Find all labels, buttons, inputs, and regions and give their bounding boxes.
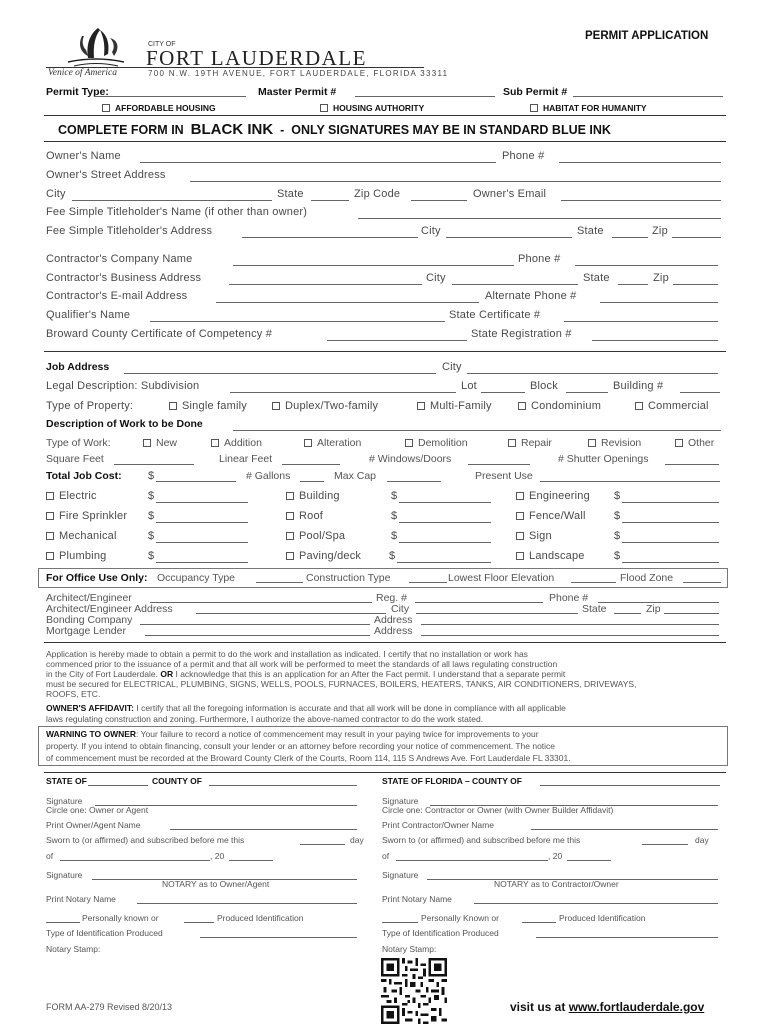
right-month-field[interactable]: [396, 860, 548, 861]
trade-dollar-sign: $: [614, 550, 621, 562]
right-of-label: of: [382, 851, 390, 861]
trade-mechanical-cost[interactable]: [156, 542, 248, 543]
contractor-email-field[interactable]: [216, 302, 479, 303]
right-state-county-label: STATE OF FLORIDA – COUNTY OF: [382, 776, 522, 786]
checkbox-icon: [286, 492, 294, 500]
left-circle-one: Circle one: Owner or Agent: [46, 805, 149, 815]
checkbox-icon: [304, 439, 312, 447]
website-link[interactable]: www.fortlauderdale.gov: [568, 1000, 705, 1014]
job-address-label: Job Address: [46, 361, 110, 373]
left-type-id-field[interactable]: [200, 937, 357, 938]
reg-number-label: Reg. #: [376, 592, 407, 604]
left-produced-id-label: Produced Identification: [217, 913, 304, 923]
lowest-floor-label: Lowest Floor Elevation: [448, 572, 555, 584]
visit-us-label: visit us at: [510, 1000, 566, 1014]
city-name: FORT LAUDERDALE: [146, 46, 367, 70]
trade-landscape-cost[interactable]: [622, 562, 719, 563]
total-cost-dollar: $: [148, 470, 155, 482]
checkbox-icon: [46, 492, 54, 500]
contractor-company-field[interactable]: [233, 265, 514, 266]
trade-dollar-sign: $: [614, 490, 621, 502]
trade-dollar-sign: $: [389, 550, 396, 562]
block-field[interactable]: [566, 392, 608, 393]
housing-authority-option[interactable]: HOUSING AUTHORITY: [320, 103, 424, 113]
trade-dollar-sign: $: [391, 510, 398, 522]
contractor-zip-label: Zip: [653, 272, 669, 284]
present-use-field[interactable]: [540, 481, 720, 482]
checkbox-icon: [516, 532, 524, 540]
checkbox-icon: [516, 552, 524, 560]
city-of-label: CITY OF: [148, 41, 176, 48]
work-new-option[interactable]: New: [143, 437, 177, 449]
shutter-openings-field[interactable]: [665, 464, 719, 465]
checkbox-icon: [675, 439, 683, 447]
tagline: Venice of America: [48, 68, 117, 78]
titleholder-zip-label: Zip: [652, 225, 668, 237]
work-revision-option[interactable]: Revision: [588, 437, 641, 449]
checkbox-icon: [518, 402, 526, 410]
checkbox-icon: [530, 104, 538, 112]
checkbox-icon: [143, 439, 151, 447]
checkbox-icon: [635, 402, 643, 410]
owner-name-label: Owner's Name: [46, 150, 121, 162]
alternate-phone-label: Alternate Phone #: [485, 290, 577, 302]
left-year-label: , 20: [210, 851, 225, 861]
work-alteration-option[interactable]: Alteration: [304, 437, 361, 449]
contractor-zip-field[interactable]: [673, 284, 718, 285]
warning-label: WARNING TO OWNER: [46, 729, 137, 739]
checkbox-icon: [508, 439, 516, 447]
checkbox-icon: [417, 402, 425, 410]
affordable-housing-option[interactable]: AFFORDABLE HOUSING: [102, 103, 216, 113]
contractor-email-label: Contractor's E-mail Address: [46, 290, 188, 302]
checkbox-icon: [588, 439, 596, 447]
lot-field[interactable]: [481, 392, 525, 393]
left-of-label: of: [46, 851, 54, 861]
checkbox-icon: [211, 439, 219, 447]
trade-dollar-sign: $: [614, 530, 621, 542]
work-description-label: Description of Work to be Done: [46, 418, 203, 430]
form-title: PERMIT APPLICATION: [585, 30, 709, 42]
left-county-field[interactable]: [209, 785, 357, 786]
checkbox-icon: [286, 552, 294, 560]
trade-dollar-sign: $: [614, 510, 621, 522]
checkbox-icon: [516, 492, 524, 500]
job-city-label: City: [442, 361, 462, 373]
construction-type-label: Construction Type: [306, 572, 391, 584]
right-notary-signature-label: Signature: [382, 870, 419, 880]
work-repair-option[interactable]: Repair: [508, 437, 552, 449]
titleholder-name-label: Fee Simple Titleholder's Name (if other than owner): [46, 206, 308, 218]
bonding-address-field[interactable]: [421, 624, 719, 625]
trade-plumbing-cost[interactable]: [156, 562, 248, 563]
lot-label: Lot: [461, 380, 477, 392]
checkbox-icon: [286, 512, 294, 520]
construction-type-field[interactable]: [409, 582, 447, 583]
checkbox-icon: [320, 104, 328, 112]
occupancy-type-field[interactable]: [256, 582, 303, 583]
checkbox-icon: [272, 402, 280, 410]
trade-pool-spa-option[interactable]: Pool/Spa: [286, 530, 345, 542]
trade-fence-wall-cost[interactable]: [622, 522, 719, 523]
website-footer: [510, 1000, 704, 1014]
work-other-option[interactable]: Other: [675, 437, 714, 449]
owner-email-label: Owner's Email: [473, 188, 547, 200]
right-county-field[interactable]: [540, 785, 720, 786]
sub-permit-label: Sub Permit #: [503, 86, 568, 98]
titleholder-city-field[interactable]: [446, 237, 572, 238]
mortgage-address-field[interactable]: [421, 635, 719, 636]
architect-phone-label: Phone #: [549, 592, 589, 604]
trade-sign-option[interactable]: Sign: [516, 530, 552, 542]
left-produced-id-field[interactable]: [184, 922, 214, 923]
left-day-label: day: [350, 835, 364, 845]
trade-dollar-sign: $: [148, 550, 155, 562]
titleholder-state-label: State: [577, 225, 604, 237]
right-personally-known-field[interactable]: [382, 922, 418, 923]
right-day-label: day: [695, 835, 709, 845]
checkbox-icon: [169, 402, 177, 410]
master-permit-label: Master Permit #: [258, 86, 337, 98]
contractor-business-address-field[interactable]: [229, 284, 422, 285]
present-use-label: Present Use: [475, 470, 533, 482]
gallons-label: # Gallons: [246, 470, 291, 482]
right-notary-stamp-label: Notary Stamp:: [382, 944, 437, 954]
property-type-label: Type of Property:: [46, 400, 134, 412]
property-single-family-option[interactable]: Single family: [169, 400, 247, 412]
property-multi-family-option[interactable]: Multi-Family: [417, 400, 492, 412]
owner-city-field[interactable]: [72, 200, 272, 201]
contractor-state-label: State: [583, 272, 610, 284]
square-feet-field[interactable]: [114, 464, 194, 465]
left-notary-signature-label: Signature: [46, 870, 83, 880]
trade-dollar-sign: $: [148, 510, 155, 522]
trade-engineering-option[interactable]: Engineering: [516, 490, 590, 502]
work-demolition-option[interactable]: Demolition: [405, 437, 468, 449]
habitat-option[interactable]: HABITAT FOR HUMANITY: [530, 103, 647, 113]
left-year-field[interactable]: [229, 860, 273, 861]
right-type-id-field[interactable]: [536, 937, 718, 938]
left-print-name-label: Print Owner/Agent Name: [46, 820, 141, 830]
checkbox-icon: [286, 532, 294, 540]
occupancy-type-label: Occupancy Type: [157, 572, 236, 584]
master-permit-field[interactable]: [355, 96, 495, 97]
mortgage-lender-label: Mortgage Lender: [46, 625, 126, 637]
right-sworn-day-field[interactable]: [642, 844, 688, 845]
bonding-company-field[interactable]: [140, 624, 370, 625]
titleholder-address-field[interactable]: [242, 237, 418, 238]
total-job-cost-label: Total Job Cost:: [46, 470, 122, 482]
left-personally-known-label: Personally known or: [82, 913, 159, 923]
state-certificate-field[interactable]: [564, 321, 718, 322]
trade-landscape-option[interactable]: Landscape: [516, 550, 585, 562]
linear-feet-label: Linear Feet: [219, 453, 273, 465]
building-number-label: Building #: [613, 380, 664, 392]
trade-dollar-sign: $: [148, 490, 155, 502]
instruction-banner: COMPLETE FORM IN BLACK INK - ONLY SIGNATURES MAY BE IN STANDARD BLUE INK: [58, 121, 611, 138]
owner-email-field[interactable]: [561, 200, 721, 201]
flood-zone-field[interactable]: [683, 582, 721, 583]
owner-name-field[interactable]: [140, 162, 496, 163]
owner-state-label: State: [277, 188, 304, 200]
right-type-id-label: Type of Identification Produced: [382, 928, 499, 938]
left-month-field[interactable]: [60, 860, 210, 861]
titleholder-address-label: Fee Simple Titleholder's Address: [46, 225, 213, 237]
windows-doors-label: # Windows/Doors: [369, 453, 452, 465]
trade-roof-option[interactable]: Roof: [286, 510, 323, 522]
qr-code-icon[interactable]: [381, 958, 447, 1024]
right-produced-id-field[interactable]: [522, 922, 556, 923]
trade-electric-option[interactable]: Electric: [46, 490, 97, 502]
square-feet-label: Square Feet: [46, 453, 104, 465]
contractor-state-field[interactable]: [618, 284, 648, 285]
left-print-notary-field[interactable]: [137, 903, 357, 904]
right-produced-id-label: Produced Identification: [559, 913, 646, 923]
architect-address-label: Architect/Engineer Address: [46, 603, 173, 615]
trade-roof-cost[interactable]: [399, 522, 491, 523]
state-certificate-label: State Certificate #: [449, 309, 541, 321]
contractor-business-address-label: Contractor's Business Address: [46, 272, 202, 284]
trade-dollar-sign: $: [148, 530, 155, 542]
trade-engineering-cost[interactable]: [622, 502, 719, 503]
city-logo-icon: [60, 24, 132, 70]
trade-paving-deck-option[interactable]: Paving/deck: [286, 550, 361, 562]
architect-state-label: State: [582, 603, 607, 615]
contractor-city-field[interactable]: [452, 284, 578, 285]
left-type-id-label: Type of Identification Produced: [46, 928, 163, 938]
flood-zone-label: Flood Zone: [620, 572, 674, 584]
right-notary-as: NOTARY as to Contractor/Owner: [494, 879, 619, 889]
work-type-label: Type of Work:: [46, 437, 111, 449]
contractor-city-label: City: [426, 272, 446, 284]
left-county-of-label: COUNTY OF: [152, 776, 202, 786]
contractor-phone-label: Phone #: [518, 253, 561, 265]
trade-building-option[interactable]: Building: [286, 490, 340, 502]
shutter-openings-label: # Shutter Openings: [558, 453, 649, 465]
architect-city-field[interactable]: [416, 613, 578, 614]
right-print-name-field[interactable]: [531, 829, 718, 830]
right-year-field[interactable]: [567, 860, 611, 861]
alternate-phone-field[interactable]: [600, 302, 718, 303]
architect-city-label: City: [391, 603, 410, 615]
left-state-of-label: STATE OF: [46, 776, 87, 786]
trade-paving-deck-cost[interactable]: [397, 562, 491, 563]
right-print-name-label: Print Contractor/Owner Name: [382, 820, 494, 830]
trade-sign-cost[interactable]: [622, 542, 719, 543]
broward-certificate-field[interactable]: [327, 340, 467, 341]
city-address: 700 N.W. 19TH AVENUE, FORT LAUDERDALE, FLORIDA 33311: [148, 69, 449, 78]
architect-state-field[interactable]: [614, 613, 641, 614]
sub-permit-field[interactable]: [573, 96, 723, 97]
architect-label: Architect/Engineer: [46, 592, 132, 604]
titleholder-name-field[interactable]: [358, 218, 721, 219]
trade-dollar-sign: $: [391, 490, 398, 502]
right-sworn-label: Sworn to (or affirmed) and subscribed before me this: [382, 835, 581, 845]
titleholder-zip-field[interactable]: [672, 237, 721, 238]
left-print-notary-label: Print Notary Name: [46, 894, 116, 904]
checkbox-icon: [102, 104, 110, 112]
titleholder-state-field[interactable]: [612, 237, 648, 238]
left-notary-stamp-label: Notary Stamp:: [46, 944, 101, 954]
checkbox-icon: [46, 552, 54, 560]
owner-street-label: Owner's Street Address: [46, 169, 166, 181]
work-description-field[interactable]: [233, 430, 721, 431]
state-registration-field[interactable]: [592, 340, 718, 341]
building-number-field[interactable]: [680, 392, 720, 393]
left-notary-as: NOTARY as to Owner/Agent: [162, 879, 270, 889]
architect-address-field[interactable]: [196, 613, 386, 614]
right-year-label: , 20: [548, 851, 563, 861]
right-circle-one: Circle one: Contractor or Owner (with Owner Builder Affidavit): [382, 805, 614, 815]
work-addition-option[interactable]: Addition: [211, 437, 262, 449]
permit-type-field[interactable]: [94, 96, 246, 97]
state-registration-label: State Registration #: [471, 328, 572, 340]
qualifier-name-label: Qualifier's Name: [46, 309, 131, 321]
mortgage-address-label: Address: [374, 625, 413, 637]
owner-zip-label: Zip Code: [354, 188, 401, 200]
owner-street-field[interactable]: [190, 181, 721, 182]
block-label: Block: [530, 380, 558, 392]
right-personally-known-label: Personally Known or: [421, 913, 499, 923]
left-signature-label: Signature: [46, 796, 83, 806]
checkbox-icon: [46, 512, 54, 520]
mortgage-lender-field[interactable]: [145, 635, 370, 636]
right-signature-label: Signature: [382, 796, 419, 806]
gallons-field[interactable]: [300, 481, 324, 482]
windows-doors-field[interactable]: [468, 464, 530, 465]
reg-number-field[interactable]: [415, 602, 543, 603]
left-sworn-day-field[interactable]: [300, 844, 345, 845]
qualifier-name-field[interactable]: [150, 321, 445, 322]
owner-phone-label: Phone #: [502, 150, 545, 162]
checkbox-icon: [516, 512, 524, 520]
right-print-notary-label: Print Notary Name: [382, 894, 452, 904]
architect-zip-label: Zip: [646, 603, 661, 615]
max-cap-label: Max Cap: [334, 470, 377, 482]
job-address-field[interactable]: [124, 373, 436, 374]
left-personally-known-field[interactable]: [46, 922, 80, 923]
left-state-field[interactable]: [88, 785, 148, 786]
job-city-field[interactable]: [467, 373, 718, 374]
form-number: FORM AA-279 Revised 8/20/13: [46, 1002, 173, 1012]
left-sworn-label: Sworn to (or affirmed) and subscribed before me this: [46, 835, 245, 845]
subdivision-field[interactable]: [230, 392, 456, 393]
trade-pool-spa-cost[interactable]: [399, 542, 491, 543]
trade-plumbing-option[interactable]: Plumbing: [46, 550, 106, 562]
linear-feet-field[interactable]: [282, 464, 340, 465]
broward-certificate-label: Broward County Certificate of Competency #: [46, 328, 273, 340]
legal-description-label: Legal Description: Subdivision: [46, 380, 200, 392]
bonding-address-label: Address: [374, 614, 413, 626]
trade-building-cost[interactable]: [399, 502, 491, 503]
trade-dollar-sign: $: [391, 530, 398, 542]
total-job-cost-field[interactable]: [156, 481, 236, 482]
right-print-notary-field[interactable]: [474, 903, 718, 904]
checkbox-icon: [405, 439, 413, 447]
property-commercial-option[interactable]: Commercial: [635, 400, 709, 412]
trade-mechanical-option[interactable]: Mechanical: [46, 530, 117, 542]
owner-city-label: City: [46, 188, 66, 200]
architect-zip-field[interactable]: [664, 613, 719, 614]
trade-fire-sprinkler-cost[interactable]: [156, 522, 248, 523]
left-print-name-field[interactable]: [170, 829, 357, 830]
architect-field[interactable]: [150, 602, 372, 603]
max-cap-field[interactable]: [387, 481, 441, 482]
contractor-phone-field[interactable]: [575, 265, 718, 266]
office-use-label: For Office Use Only:: [46, 572, 148, 584]
property-condominium-option[interactable]: Condominium: [518, 400, 601, 412]
checkbox-icon: [46, 532, 54, 540]
trade-electric-cost[interactable]: [156, 502, 248, 503]
trade-fence-wall-option[interactable]: Fence/Wall: [516, 510, 586, 522]
bonding-company-label: Bonding Company: [46, 614, 133, 626]
owner-phone-field[interactable]: [559, 162, 721, 163]
contractor-company-label: Contractor's Company Name: [46, 253, 193, 265]
lowest-floor-field[interactable]: [571, 582, 616, 583]
titleholder-city-label: City: [421, 225, 441, 237]
owner-state-field[interactable]: [311, 200, 349, 201]
permit-type-label: Permit Type:: [46, 86, 109, 98]
property-duplex-option[interactable]: Duplex/Two-family: [272, 400, 378, 412]
trade-fire-sprinkler-option[interactable]: Fire Sprinkler: [46, 510, 127, 522]
owner-zip-field[interactable]: [411, 200, 467, 201]
